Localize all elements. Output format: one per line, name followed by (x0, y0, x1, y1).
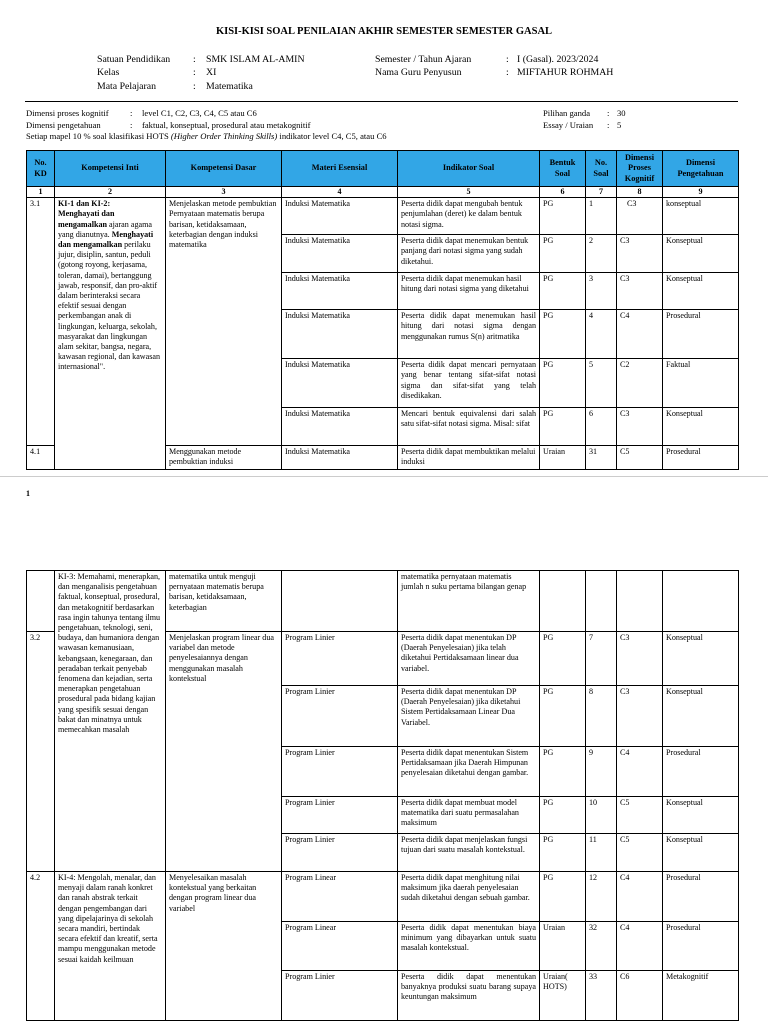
indikator-cell: Peserta didik dapat menemukan bentuk panjang dari notasi sigma yang sudah diketahui. (398, 235, 540, 273)
materi-cell: Induksi Matematika (282, 359, 398, 408)
table-row (27, 571, 739, 632)
materi-cell: Program Linear (282, 922, 398, 971)
semester-label: Semester / Tahun Ajaran (375, 54, 472, 65)
kisi-table-page-1 (26, 150, 739, 470)
hots-note-post: indikator level C4, C5, atau C6 (277, 131, 387, 141)
header-materi-esensial: Materi Esensial (282, 151, 398, 187)
satuan-value: SMK ISLAM AL-AMIN (206, 54, 305, 65)
hots-note-italic: (Higher Order Thinking Skills) (170, 131, 278, 141)
kognitif-cell: C5 (617, 797, 663, 834)
pengetahuan-cell: Prosedural (663, 446, 739, 470)
kognitif-cell: C3 (617, 198, 663, 235)
pengetahuan-cell: Konseptual (663, 797, 739, 834)
no-soal-cell: 6 (586, 408, 617, 446)
materi-cell: Induksi Matematika (282, 310, 398, 359)
bentuk-cell: PG (540, 273, 586, 310)
mapel-value: Matematika (206, 81, 253, 92)
kognitif-value: level C1, C2, C3, C4, C5 atau C6 (142, 108, 257, 118)
kognitif-separator: : (130, 108, 133, 118)
semester-separator: : (506, 54, 509, 65)
indikator-cell: matematika pernyataan matematis jumlah n suku pertama bilangan genap (398, 571, 540, 632)
pengetahuan-cell: Prosedural (663, 872, 739, 922)
indikator-cell: Peserta didik dapat menentukan banyaknya produksi suatu barang supaya keuntungan maksimum (398, 971, 540, 1021)
materi-cell: Induksi Matematika (282, 273, 398, 310)
no-soal-cell (586, 571, 617, 632)
materi-cell (282, 571, 398, 632)
indikator-cell: Peserta didik dapat menjelaskan fungsi tujuan dari suatu masalah kontekstual. (398, 834, 540, 872)
header-dimensi-proses-kognitif: Dimensi Proses Kognitif (617, 151, 663, 187)
indikator-cell: Peserta didik dapat menghitung nilai maksimum jika daerah penyelesaian sudah diketahui dengan sebuah gambar. (398, 872, 540, 922)
no-soal-cell: 2 (586, 235, 617, 273)
pg-separator: : (607, 108, 610, 118)
pengetahuan-value: faktual, konseptual, prosedural atau metakognitif (142, 120, 311, 130)
no-soal-cell: 5 (586, 359, 617, 408)
header-kompetensi-dasar: Kompetensi Dasar (166, 151, 282, 187)
kd-number: 4.2 (27, 872, 55, 1021)
pengetahuan-cell: konseptual (663, 198, 739, 235)
materi-cell: Program Linear (282, 872, 398, 922)
column-number: 1 (27, 187, 55, 198)
materi-cell: Program Linier (282, 797, 398, 834)
pengetahuan-separator: : (130, 120, 133, 130)
kompetensi-inti-cell: KI-3: Memahami, menerapkan, dan menganalisis pengetahuan faktual, konseptual, prosedural, dan metakognitif berdasarkan rasa ingin tahunya tentang ilmu pengetahuan, teknologi, seni, budaya, dan humaniora dengan wawasan kemanusiaan, kebangsaan, kenegaraan, dan peradaban terkait penyebab fenomena dan kejadian, serta menerapkan pengetahuan prosedural pada bidang kajian yang spesifik sesuai dengan bakat dan minatnya untuk memecahkan masalah (55, 571, 166, 872)
column-number: 6 (540, 187, 586, 198)
kompetensi-inti-cell (55, 198, 166, 470)
bentuk-cell: PG (540, 834, 586, 872)
pengetahuan-cell: Metakognitif (663, 971, 739, 1021)
page-separator (0, 476, 768, 477)
kompetensi-dasar-cell: matematika untuk menguji pernyataan matematis berupa barisan, ketidaksamaan, keterbagian (166, 571, 282, 632)
indikator-cell: Peserta didik dapat menemukan hasil hitung dari notasi sigma yang diketahui (398, 273, 540, 310)
no-soal-cell: 4 (586, 310, 617, 359)
bentuk-cell: Uraian (540, 922, 586, 971)
kompetensi-dasar-cell: Menjelaskan program linear dua variabel dan metode penyelesaiannya dengan menggunakan masalah kontekstual (166, 632, 282, 872)
column-number-row (27, 187, 739, 198)
table-row (27, 198, 739, 235)
bentuk-cell: PG (540, 686, 586, 747)
pengetahuan-cell: Prosedural (663, 310, 739, 359)
bentuk-cell: PG (540, 310, 586, 359)
bentuk-cell: PG (540, 359, 586, 408)
kognitif-cell (617, 571, 663, 632)
kognitif-cell: C3 (617, 408, 663, 446)
guru-value: MIFTAHUR ROHMAH (517, 67, 614, 78)
column-number: 5 (398, 187, 540, 198)
no-soal-cell: 1 (586, 198, 617, 235)
indikator-cell: Peserta didik dapat membuktikan melalui induksi (398, 446, 540, 470)
pengetahuan-cell: Konseptual (663, 273, 739, 310)
indikator-cell: Peserta didik dapat menentukan biaya minimum yang dibayarkan untuk suatu masalah kontekstual. (398, 922, 540, 971)
materi-cell: Induksi Matematika (282, 408, 398, 446)
pengetahuan-cell: Faktual (663, 359, 739, 408)
pengetahuan-cell (663, 571, 739, 632)
indikator-cell: Peserta didik dapat membuat model matematika dari suatu permasalahan maksimum (398, 797, 540, 834)
table-row (27, 872, 739, 922)
guru-separator: : (506, 67, 509, 78)
pengetahuan-label: Dimensi pengetahuan (26, 120, 101, 130)
bentuk-cell: PG (540, 797, 586, 834)
kognitif-cell: C4 (617, 872, 663, 922)
kognitif-cell: C6 (617, 971, 663, 1021)
kognitif-cell: C4 (617, 922, 663, 971)
ki-heading: KI-1 dan KI-2: (58, 199, 111, 209)
kd-number: 4.1 (27, 446, 55, 470)
pg-value: 30 (617, 108, 626, 118)
bentuk-cell: PG (540, 872, 586, 922)
no-soal-cell: 32 (586, 922, 617, 971)
kognitif-cell: C3 (617, 632, 663, 686)
bentuk-cell: PG (540, 408, 586, 446)
pengetahuan-cell: Prosedural (663, 747, 739, 797)
indikator-cell: Peserta didik dapat menentukan DP (Daerah Penyelesaian) jika telah diketahui Pertidaksamaan linear dua variabel. (398, 632, 540, 686)
kelas-separator: : (193, 67, 196, 78)
column-number: 9 (663, 187, 739, 198)
bentuk-cell (540, 571, 586, 632)
materi-cell: Program Linier (282, 834, 398, 872)
kognitif-cell: C4 (617, 310, 663, 359)
kompetensi-dasar-cell: Menggunakan metode pembuktian induksi (166, 446, 282, 470)
satuan-label: Satuan Pendidikan (97, 54, 171, 65)
no-soal-cell: 12 (586, 872, 617, 922)
header-no-soal: No. Soal (586, 151, 617, 187)
kognitif-label: Dimensi proses kognitif (26, 108, 109, 118)
materi-cell: Program Linier (282, 747, 398, 797)
kognitif-cell: C3 (617, 686, 663, 747)
column-number: 7 (586, 187, 617, 198)
ki-text: ajaran agama yang dianutnya. (58, 219, 152, 239)
column-number: 2 (55, 187, 166, 198)
no-soal-cell: 9 (586, 747, 617, 797)
kognitif-cell: C5 (617, 834, 663, 872)
kd-number: 3.1 (27, 198, 55, 446)
pengetahuan-cell: Konseptual (663, 408, 739, 446)
materi-cell: Induksi Matematika (282, 235, 398, 273)
no-soal-cell: 8 (586, 686, 617, 747)
bentuk-cell: PG (540, 198, 586, 235)
essay-value: 5 (617, 120, 622, 130)
column-number: 4 (282, 187, 398, 198)
bentuk-cell: Uraian (540, 446, 586, 470)
bentuk-cell: PG (540, 235, 586, 273)
materi-cell: Program Linier (282, 632, 398, 686)
indikator-cell: Peserta didik dapat menemukan hasil hitung dari notasi sigma dengan menggunakan rumus S(n) aritmatika (398, 310, 540, 359)
pengetahuan-cell: Konseptual (663, 834, 739, 872)
mapel-label: Mata Pelajaran (97, 81, 157, 92)
header-divider (25, 101, 738, 102)
ki-text: perilaku jujur, disiplin, santun, peduli (gotong royong, kerjasama, toleran, damai), bertanggung jawab, responsif, dan pro-aktif dalam berinteraksi secara efektif sesuai dengan perkembangan anak di lingkungan, keluarga, sekolah, masyarakat dan lingkungan alam sekitar, bangsa, negara, kawasan regional, dan kawasan internasional". (58, 240, 161, 372)
guru-label: Nama Guru Penyusun (375, 67, 462, 78)
indikator-cell: Mencari bentuk equivalensi dari salah satu sifat-sifat notasi sigma. Misal: sifat (398, 408, 540, 446)
mapel-separator: : (193, 81, 196, 92)
header-no-kd: No. KD (27, 151, 55, 187)
materi-cell: Program Linier (282, 686, 398, 747)
kognitif-cell: C3 (617, 273, 663, 310)
no-soal-cell: 11 (586, 834, 617, 872)
kognitif-cell: C4 (617, 747, 663, 797)
kompetensi-inti-cell: KI-4: Mengolah, menalar, dan menyaji dalam ranah konkret dan ranah abstrak terkait dengan pengembangan dari yang dipelajarinya di sekolah secara mandiri, bertindak secara efektif dan kreatif, serta mampu menggunakan metode sesuai kaidah keilmuan (55, 872, 166, 1021)
kd-number (27, 571, 55, 632)
essay-label: Essay / Uraian (543, 120, 594, 130)
indikator-cell: Peserta didik dapat mencari pernyataan yang benar tentang sifat-sifat notasi sigma dan sifat-sifat yang telah disedikakan. (398, 359, 540, 408)
header-kompetensi-inti: Kompetensi Inti (55, 151, 166, 187)
pengetahuan-cell: Konseptual (663, 686, 739, 747)
no-soal-cell: 3 (586, 273, 617, 310)
hots-note-pre: Setiap mapel 10 % soal klasifikasi HOTS (26, 131, 171, 141)
page-number: 1 (26, 489, 30, 498)
no-soal-cell: 31 (586, 446, 617, 470)
header-indikator-soal: Indikator Soal (398, 151, 540, 187)
indikator-cell: Peserta didik dapat menentukan Sistem Pertidaksamaan jika Daerah Himpunan penyelesaian diketahui dengan gambar. (398, 747, 540, 797)
essay-separator: : (607, 120, 610, 130)
kognitif-cell: C3 (617, 235, 663, 273)
column-number: 8 (617, 187, 663, 198)
indikator-cell: Peserta didik dapat menentukan DP (Daerah Penyelesaian) jika diketahui Sistem Pertidaksamaan Linear Dua Variabel. (398, 686, 540, 747)
pengetahuan-cell: Konseptual (663, 235, 739, 273)
materi-cell: Induksi Matematika (282, 446, 398, 470)
indikator-cell: Peserta didik dapat mengubah bentuk penjumlahan (deret) ke dalam bentuk notasi sigma. (398, 198, 540, 235)
pengetahuan-cell: Prosedural (663, 922, 739, 971)
satuan-separator: : (193, 54, 196, 65)
no-soal-cell: 10 (586, 797, 617, 834)
kd-number: 3.2 (27, 632, 55, 872)
kognitif-cell: C2 (617, 359, 663, 408)
pg-label: Pilihan ganda (543, 108, 591, 118)
kognitif-cell: C5 (617, 446, 663, 470)
kompetensi-dasar-cell: Menyelesaikan masalah kontekstual yang berkaitan dengan program linear dua variabel (166, 872, 282, 1021)
kelas-label: Kelas (97, 67, 120, 78)
column-number: 3 (166, 187, 282, 198)
materi-cell: Program Linier (282, 971, 398, 1021)
header-dimensi-pengetahuan: Dimensi Pengetahuan (663, 151, 739, 187)
semester-value: I (Gasal). 2023/2024 (517, 54, 599, 65)
page-title: KISI-KISI SOAL PENILAIAN AKHIR SEMESTER SEMESTER GASAL (215, 26, 553, 37)
bentuk-cell: PG (540, 747, 586, 797)
ki-emphasis: Menghayati dan mengamalkan (58, 229, 154, 250)
kompetensi-dasar-cell: Menjelaskan metode pembuktian Pernyataan matematis berupa barisan, ketidaksamaan, keterbagian dengan induksi matematika (166, 198, 282, 446)
kisi-table-page-2 (26, 570, 739, 1021)
hots-note (26, 131, 387, 142)
kelas-value: XI (206, 67, 217, 78)
bentuk-cell: PG (540, 632, 586, 686)
header-bentuk-soal: Bentuk Soal (540, 151, 586, 187)
no-soal-cell: 33 (586, 971, 617, 1021)
bentuk-cell: Uraian( HOTS) (540, 971, 586, 1021)
ki-emphasis: Menghayati dan mengamalkan (58, 209, 115, 229)
no-soal-cell: 7 (586, 632, 617, 686)
table-header-row (27, 151, 739, 187)
materi-cell: Induksi Matematika (282, 198, 398, 235)
pengetahuan-cell: Konseptual (663, 632, 739, 686)
